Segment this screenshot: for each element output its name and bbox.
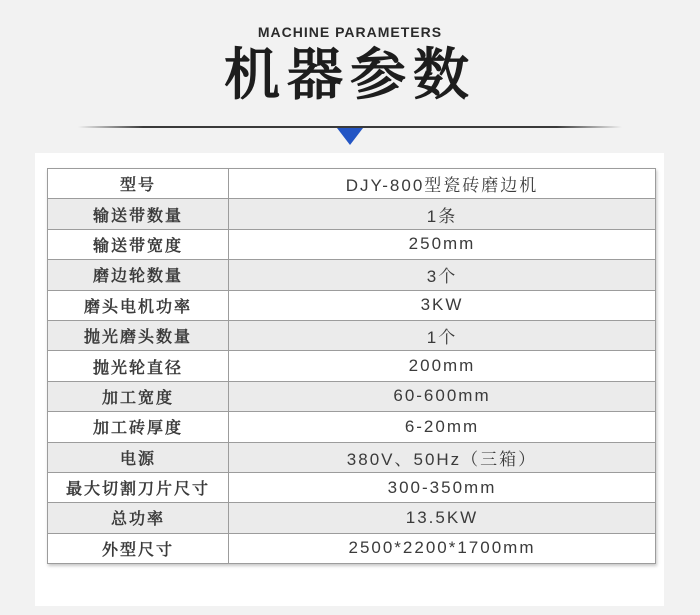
table-row [48, 229, 656, 259]
spec-value: 380V、50Hz（三箱） [229, 442, 656, 472]
spec-label: 抛光磨头数量 [48, 320, 229, 350]
table-row [48, 351, 656, 381]
spec-value: 3KW [229, 290, 656, 320]
spec-label: 最大切割刀片尺寸 [48, 472, 229, 502]
table-row [48, 442, 656, 472]
header-divider [0, 126, 700, 150]
spec-label: 输送带数量 [48, 199, 229, 229]
table-row [48, 260, 656, 290]
table-row [48, 381, 656, 411]
spec-value: 6-20mm [229, 412, 656, 442]
spec-value: 200mm [229, 351, 656, 381]
spec-value: 13.5KW [229, 503, 656, 533]
table-row [48, 503, 656, 533]
spec-label: 加工砖厚度 [48, 412, 229, 442]
table-row [48, 412, 656, 442]
table-row [48, 169, 656, 199]
spec-label: 加工宽度 [48, 381, 229, 411]
spec-value: 1个 [229, 320, 656, 350]
spec-label: 输送带宽度 [48, 229, 229, 259]
subtitle-en: MACHINE PARAMETERS [257, 24, 443, 40]
table-row [48, 533, 656, 563]
spec-value: DJY-800型瓷砖磨边机 [229, 169, 656, 199]
spec-value: 1条 [229, 199, 656, 229]
page-title: 机器参数 [224, 43, 476, 106]
spec-label: 磨头电机功率 [48, 290, 229, 320]
spec-value: 2500*2200*1700mm [229, 533, 656, 563]
spec-value: 3个 [229, 260, 656, 290]
spec-table [47, 168, 656, 564]
spec-label: 抛光轮直径 [48, 351, 229, 381]
table-row [48, 472, 656, 502]
spec-label: 电源 [48, 442, 229, 472]
table-row [48, 290, 656, 320]
down-arrow-icon [337, 128, 363, 145]
spec-label: 总功率 [48, 503, 229, 533]
spec-label: 外型尺寸 [48, 533, 229, 563]
table-row [48, 320, 656, 350]
spec-label: 型号 [48, 169, 229, 199]
spec-value: 250mm [229, 229, 656, 259]
spec-value: 60-600mm [229, 381, 656, 411]
table-row [48, 199, 656, 229]
spec-label: 磨边轮数量 [48, 260, 229, 290]
spec-value: 300-350mm [229, 472, 656, 502]
spec-table-body [48, 169, 656, 564]
spec-card [35, 153, 664, 606]
